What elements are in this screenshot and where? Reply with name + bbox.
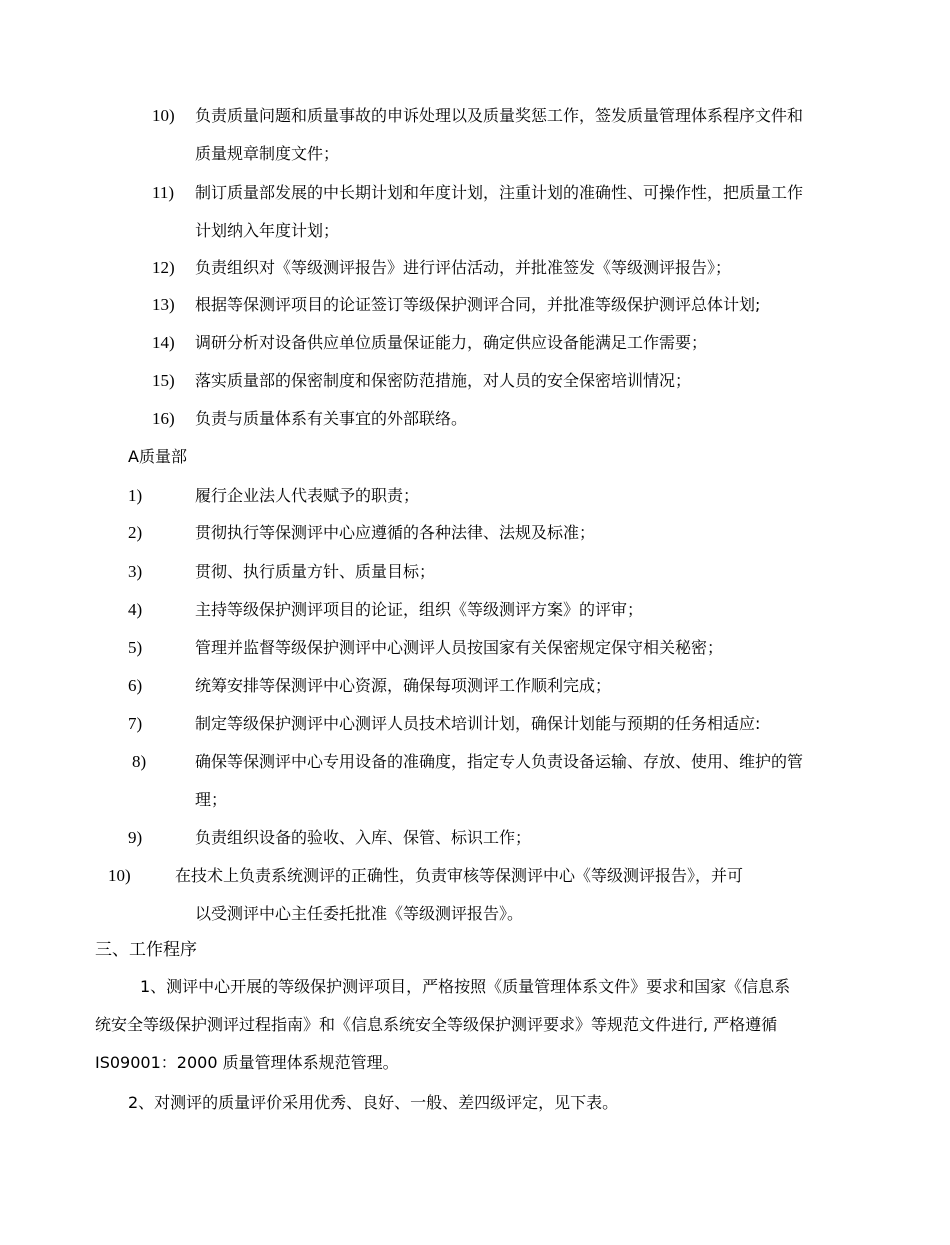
list-item-text: 制订质量部发展的中长期计划和年度计划，注重计划的准确性、可操作性，把质量工作 bbox=[195, 183, 804, 202]
list-item-text: 确保等保测评中心专用设备的准确度，指定专人负责设备运输、存放、使用、维护的管 bbox=[195, 752, 804, 771]
list-item-number: 2) bbox=[128, 523, 143, 542]
list-item-number: 8) bbox=[132, 752, 147, 771]
list-item-text: 根据等保测评项目的论证签订等级保护测评合同，并批准等级保护测评总体计划; bbox=[195, 295, 761, 314]
section-heading: A质量部 bbox=[128, 447, 187, 466]
list-item-number: 15) bbox=[152, 371, 175, 390]
paragraph-line: 1、测评中心开展的等级保护测评项目，严格按照《质量管理体系文件》要求和国家《信息系 bbox=[140, 977, 791, 996]
list-item-text: 理； bbox=[195, 790, 228, 809]
list-item-text: 调研分析对设备供应单位质量保证能力，确定供应设备能满足工作需要； bbox=[195, 333, 708, 352]
list-item-text: 履行企业法人代表赋予的职责； bbox=[195, 486, 420, 505]
list-item-text: 贯彻执行等保测评中心应遵循的各种法律、法规及标准； bbox=[195, 523, 596, 542]
list-item-number: 6) bbox=[128, 676, 143, 695]
list-item-number: 4) bbox=[128, 600, 143, 619]
list-item-text: 统筹安排等保测评中心资源，确保每项测评工作顺利完成； bbox=[195, 676, 612, 695]
list-item-text: 负责组织对《等级测评报告》进行评估活动，并批准签发《等级测评报告》； bbox=[195, 258, 732, 277]
list-item-number: 1) bbox=[128, 486, 143, 505]
list-item-text: 负责质量问题和质量事故的申诉处理以及质量奖惩工作，签发质量管理体系程序文件和 bbox=[195, 106, 804, 125]
list-item-text: 以受测评中心主任委托批准《等级测评报告》。 bbox=[195, 904, 524, 923]
list-item-text: 贯彻、执行质量方针、质量目标； bbox=[195, 562, 436, 581]
list-item-number: 9) bbox=[128, 828, 143, 847]
list-item-number: 10) bbox=[152, 106, 175, 125]
list-item-number: 14) bbox=[152, 333, 175, 352]
list-item-number: 16) bbox=[152, 409, 175, 428]
list-item-text: 主持等级保护测评项目的论证，组织《等级测评方案》的评审； bbox=[195, 600, 644, 619]
list-item-number: 7) bbox=[128, 714, 143, 733]
list-item-text: 负责与质量体系有关事宜的外部联络。 bbox=[195, 409, 468, 428]
list-item-text: 制定等级保护测评中心测评人员技术培训计划，确保计划能与预期的任务相适应: bbox=[195, 714, 761, 733]
list-item-number: 12) bbox=[152, 258, 175, 277]
list-item-text: 落实质量部的保密制度和保密防范措施，对人员的安全保密培训情况； bbox=[195, 371, 692, 390]
list-item-number: 3) bbox=[128, 562, 143, 581]
section-heading: 三、工作程序 bbox=[95, 940, 197, 960]
list-item-text: 计划纳入年度计划； bbox=[195, 221, 340, 240]
list-item-number: 11) bbox=[152, 183, 175, 202]
list-item-text: 管理并监督等级保护测评中心测评人员按国家有关保密规定保守相关秘密； bbox=[195, 638, 724, 657]
paragraph-line: 统安全等级保护测评过程指南》和《信息系统安全等级保护测评要求》等规范文件进行, 严格遵循 bbox=[95, 1015, 778, 1034]
list-item-number: 13) bbox=[152, 295, 175, 314]
paragraph: 2、对测评的质量评价采用优秀、良好、一般、差四级评定，见下表。 bbox=[128, 1093, 619, 1112]
list-item-text: 质量规章制度文件； bbox=[195, 144, 340, 163]
list-item-text: 负责组织设备的验收、入库、保管、标识工作； bbox=[195, 828, 532, 847]
list-item-number: 5) bbox=[128, 638, 143, 657]
list-item-text: 在技术上负责系统测评的正确性，负责审核等保测评中心《等级测评报告》，并可 bbox=[175, 866, 744, 885]
list-item-number: 10) bbox=[108, 866, 131, 885]
paragraph-line: IS09001：2000 质量管理体系规范管理。 bbox=[95, 1053, 399, 1072]
